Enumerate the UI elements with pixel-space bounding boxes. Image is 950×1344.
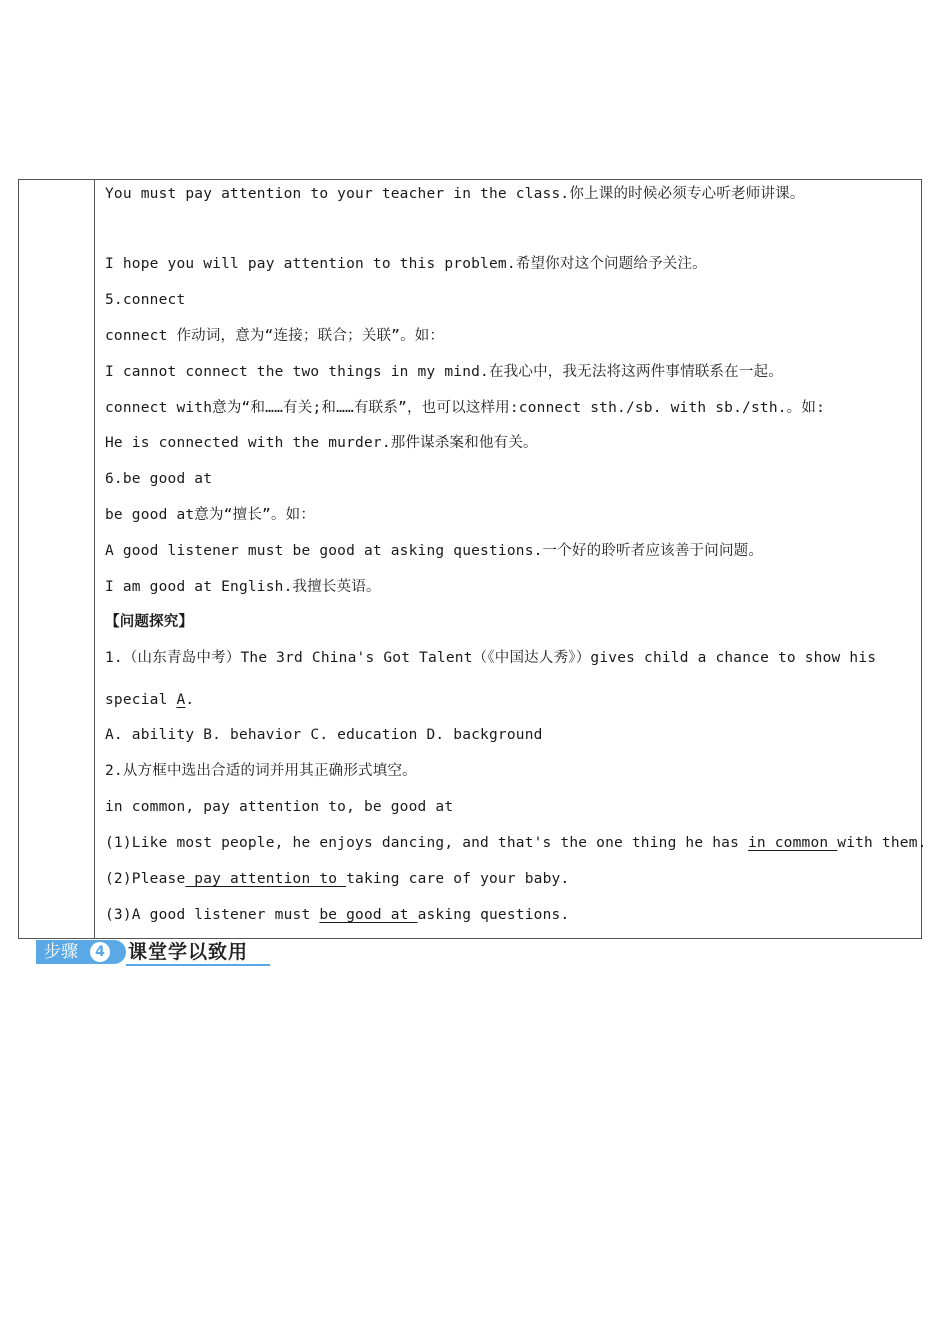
fill-blank-2-suffix: taking care of your baby. bbox=[346, 871, 570, 887]
step-number-badge: 4 bbox=[90, 942, 110, 962]
step-title: 课堂学以致用 bbox=[128, 941, 249, 963]
question-1-answer: A bbox=[176, 692, 186, 708]
explanation-text: connect 作动词，意为“连接；联合；关联”。如： bbox=[105, 328, 445, 344]
section-heading: 【问题探究】 bbox=[105, 614, 194, 630]
explanation-text: connect with意为“和……有关;和……有联系”，也可以这样用:connect sth./sb. with sb./sth.。如: bbox=[105, 400, 826, 416]
fill-blank-3 bbox=[105, 905, 569, 925]
step-underline bbox=[126, 964, 270, 966]
question-1-options: A. ability B. behavior C. education D. background bbox=[105, 727, 543, 743]
fill-blank-3-prefix: (3)A good listener must bbox=[105, 907, 320, 923]
word-box: in common, pay attention to, be good at bbox=[105, 799, 454, 815]
fill-blank-2-prefix: (2)Please bbox=[105, 871, 186, 887]
table-left-column bbox=[19, 180, 95, 938]
fill-blank-3-answer: be good at bbox=[319, 907, 418, 923]
question-1-continuation bbox=[105, 690, 194, 710]
fill-blank-2-answer: pay attention to bbox=[185, 871, 347, 887]
fill-blank-1-suffix: with them. bbox=[837, 835, 927, 851]
question-2: 2.从方框中选出合适的词并用其正确形式填空。 bbox=[105, 763, 417, 779]
example-sentence: You must pay attention to your teacher in the class.你上课的时候必须专心听老师讲课。 bbox=[105, 186, 805, 202]
example-sentence: I am good at English.我擅长英语。 bbox=[105, 579, 381, 595]
fill-blank-3-suffix: asking questions. bbox=[417, 907, 570, 923]
fill-blank-1 bbox=[105, 833, 927, 853]
explanation-text: be good at意为“擅长”。如： bbox=[105, 507, 316, 523]
step-banner bbox=[36, 940, 270, 966]
fill-blank-1-prefix: (1)Like most people, he enjoys dancing, and that's the one thing he has bbox=[105, 835, 748, 851]
question-1: 1.（山东青岛中考）The 3rd China's Got Talent（《中国达人秀》）gives child a chance to show his bbox=[105, 650, 877, 666]
example-sentence: I cannot connect the two things in my mind.在我心中，我无法将这两件事情联系在一起。 bbox=[105, 364, 783, 380]
step-label: 步骤 bbox=[36, 940, 126, 964]
content-table bbox=[18, 179, 927, 939]
point-heading: 5.connect bbox=[105, 292, 186, 308]
point-heading: 6.be good at bbox=[105, 471, 213, 487]
example-sentence: He is connected with the murder.那件谋杀案和他有关。 bbox=[105, 435, 538, 451]
example-sentence: A good listener must be good at asking questions.一个好的聆听者应该善于问问题。 bbox=[105, 543, 764, 559]
fill-blank-1-answer: in common bbox=[747, 835, 838, 851]
question-1-prefix: special bbox=[105, 692, 177, 708]
fill-blank-2 bbox=[105, 869, 569, 889]
example-sentence: I hope you will pay attention to this problem.希望你对这个问题给予关注。 bbox=[105, 256, 707, 272]
question-1-suffix: . bbox=[185, 692, 195, 708]
